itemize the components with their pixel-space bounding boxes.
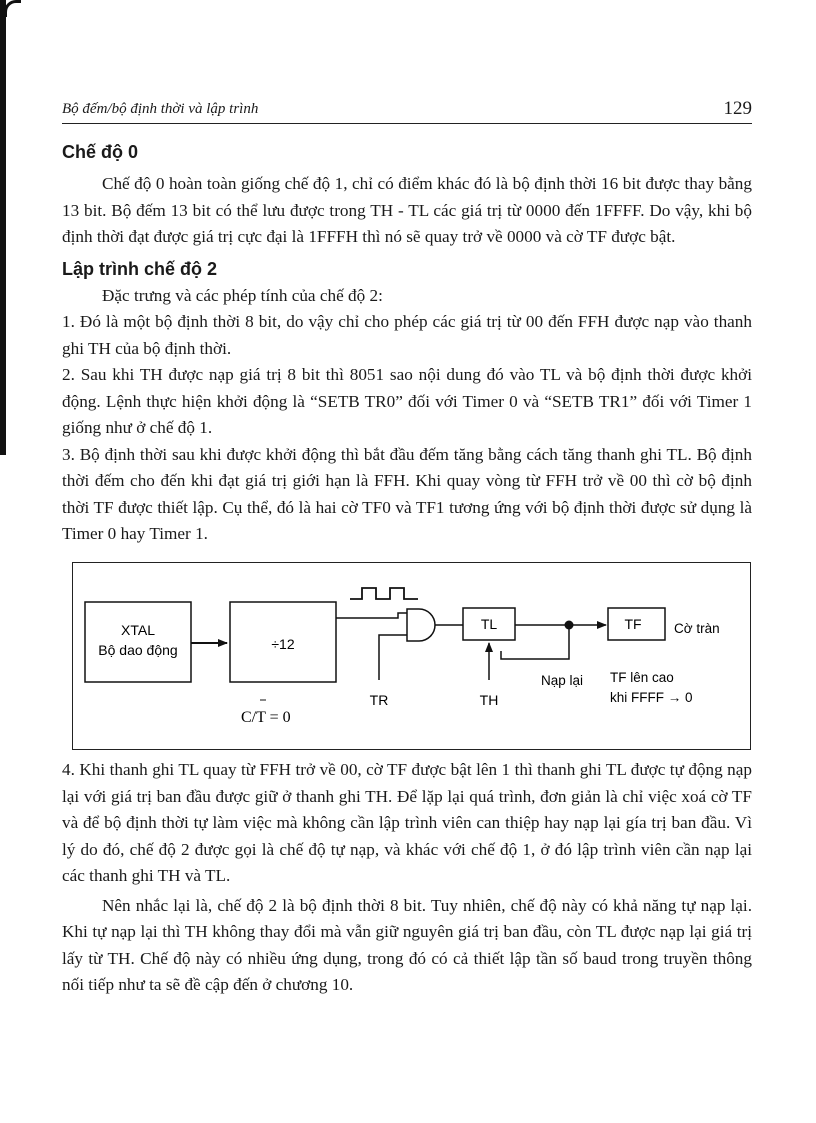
tf-label: TF: [624, 616, 642, 632]
timer-mode-2-diagram: [72, 562, 751, 750]
tf-goes-high-label: TF lên cao: [610, 670, 674, 685]
divider-output-line: [336, 613, 407, 618]
heading-mode-0: Chế độ 0: [62, 142, 139, 162]
page-body-top: [62, 140, 752, 548]
list-item-3: 3. Bộ định thời sau khi được khởi động thì bắt đầu đếm tăng bằng cách tăng thanh ghi TL. Bộ định thời đếm cho đến khi đạt giá trị giới hạn là FFH. Khi quay vòng từ FFH trở về 00 thì cờ bộ định thời TF được thiết lập. Cụ thể, đó là hai cờ TF0 và TF1 tương ứng với bộ định thời được sử dụng là Timer 0 hay Timer 1.: [62, 444, 752, 543]
list-item-1: 1. Đó là một bộ định thời 8 bit, do vậy chỉ cho phép các giá trị từ 00 đến FFH được nạp vào thanh ghi TH của bộ định thời.: [62, 312, 752, 358]
overflow-flag-label: Cờ tràn: [674, 621, 720, 636]
reload-feedback-line: [501, 625, 569, 659]
reload-label: Nạp lại: [541, 673, 584, 688]
binding-edge: [0, 0, 6, 455]
tr-label: TR: [369, 692, 389, 708]
tf-rollover-label: khi FFFF → 0: [610, 690, 693, 705]
binding-curl: [4, 0, 21, 17]
th-label: TH: [479, 692, 499, 708]
paragraph-mode-0: Chế độ 0 hoàn toàn giống chế độ 1, chỉ có điểm khác đó là bộ định thời 16 bit được thay bằng 13 bit. Bộ đếm 13 bit có thể lưu được trong TH - TL các giá trị từ 0000 đến 1FFFF. Do vậy, khi bộ định thời đạt được giá trị cực đại là 1FFFH thì nó sẽ quay trở về 0000 và cờ TF được bật.: [62, 174, 752, 246]
running-header: [62, 98, 752, 124]
xtal-label: XTAL: [121, 622, 155, 638]
oscillator-label: Bộ dao động: [98, 642, 178, 658]
page-body-bottom: [62, 757, 752, 999]
heading-mode-2: Lập trình chế độ 2: [62, 258, 218, 279]
running-title: Bộ đếm/bộ định thời và lập trình: [62, 101, 259, 117]
list-item-2: 2. Sau khi TH được nạp giá trị 8 bit thì 8051 sao nội dung đó vào TL và bộ định thời được khởi động. Lệnh thực hiện khởi động là “SETB TR0” đối với Timer 0 và “SETB TR1” đối với Timer 1 giống như ở chế độ 1.: [62, 365, 752, 437]
tl-label: TL: [480, 616, 498, 632]
tr-input-line: [379, 635, 407, 680]
diagram-svg: [73, 563, 750, 749]
paragraph-closing: Nên nhắc lại là, chế độ 2 là bộ định thời 8 bit. Tuy nhiên, chế độ này có khả năng tự nạp lại. Khi tự nạp lại thì TH không thay đổi mà vẫn giữ nguyên giá trị ban đầu, còn TL được nạp lại giá trị lấy từ TH. Chế độ này có nhiều ứng dụng, trong đó có cả thiết lập tần số baud trong truyền thông nối tiếp như ta sẽ đề cập đến ở chương 10.: [62, 895, 752, 994]
ct-equals-zero-label: C/T = 0: [241, 709, 291, 726]
paragraph-intro: Đặc trưng và các phép tính của chế độ 2:: [102, 285, 383, 305]
clock-pulse-waveform: [350, 588, 418, 599]
and-gate: [407, 609, 435, 641]
divide-by-12-label: ÷12: [271, 636, 295, 652]
page-number: 129: [723, 98, 752, 119]
list-item-4: 4. Khi thanh ghi TL quay từ FFH trở về 00, cờ TF được bật lên 1 thì thanh ghi TL được tự động nạp lại với giá trị ban đầu được giữ ở thanh ghi TH. Để lặp lại quá trình, đơn giản là chỉ việc xoá cờ TF và để bộ định thời tự làm việc mà không cần lập trình viên can thiệp hay nạp lại gía trị ban đầu. Vì lý do đó, chế độ 2 được gọi là chế độ tự nạp, và khác với chế độ 1, ở đó lập trình viên cần nạp lại các thanh ghi TH và TL.: [62, 760, 752, 885]
